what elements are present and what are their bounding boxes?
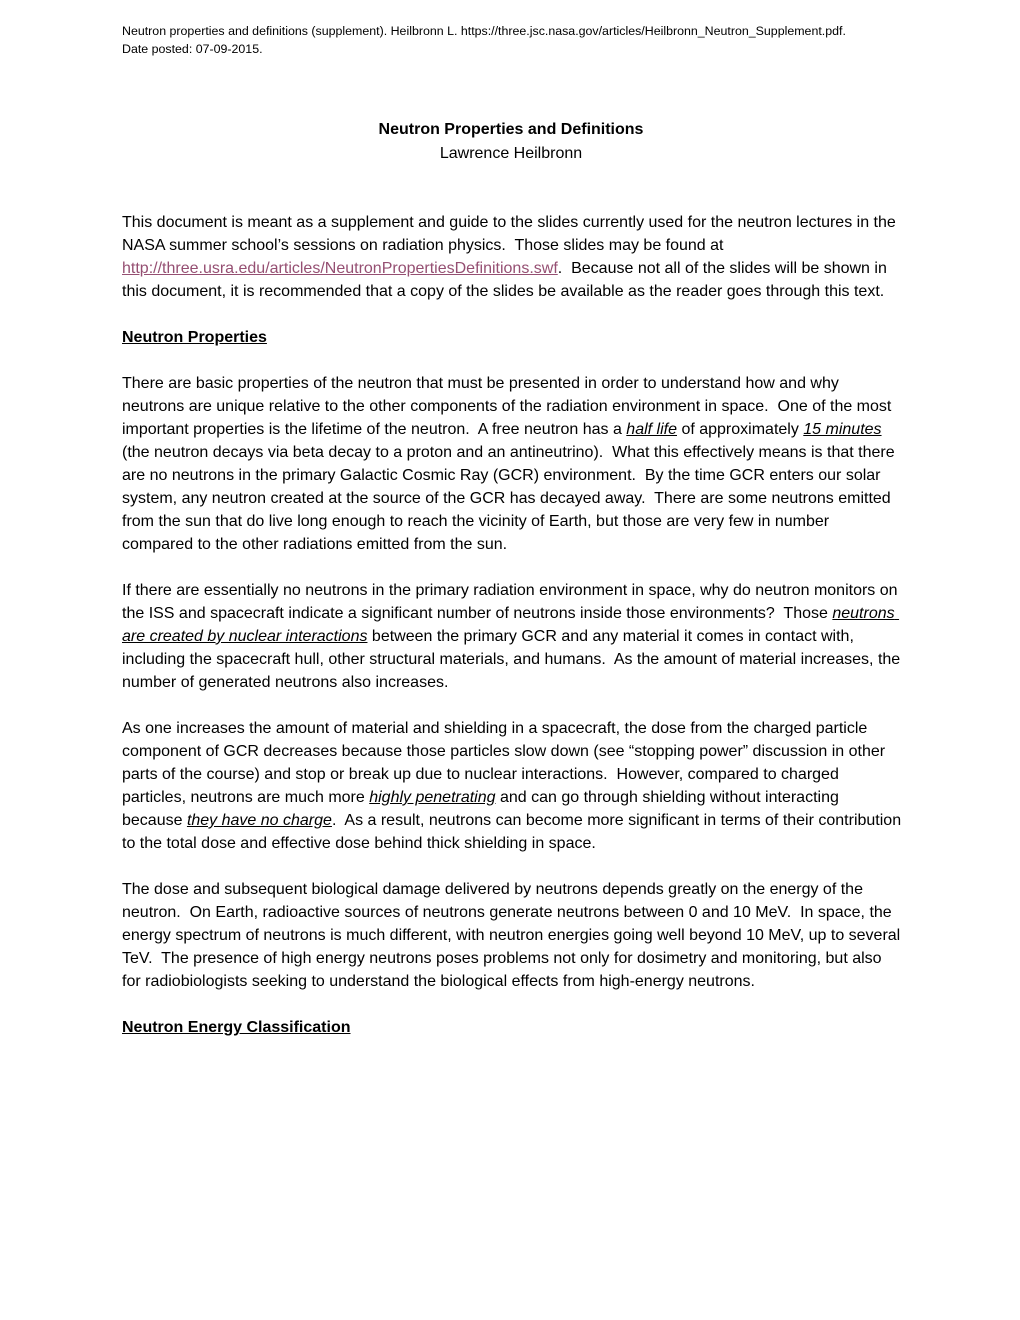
paragraph xyxy=(122,211,902,303)
paragraph xyxy=(122,579,905,694)
emphasized-text: half life xyxy=(626,421,677,438)
text-run: As one increases the amount of material and shielding in a spacecraft, the dose from the charged particle component of GCR decreases because those particles slow down (see “stopping power” discussion in other parts of the course) and stop or break up due to nuclear interactions. However, compared to charged particles, neutrons are much more xyxy=(122,720,890,806)
citation-line-2: Date posted: 07-09-2015. xyxy=(122,42,263,56)
author-name: Lawrence Heilbronn xyxy=(439,145,583,162)
emphasized-text: they have no charge xyxy=(186,812,332,829)
text-run: If there are essentially no neutrons in the primary radiation environment in space, why do neutron monitors on the ISS and spacecraft indicate a significant number of neutrons inside those environments? Those xyxy=(122,582,902,622)
document-body xyxy=(122,211,906,1062)
paragraph xyxy=(122,878,905,993)
citation-header xyxy=(122,22,982,58)
text-run: . As a result, neutrons can become more significant in terms of their contribution to the total dose and effective dose behind thick shielding in space. xyxy=(122,812,906,852)
emphasized-text: neutrons are created by nuclear interactions xyxy=(122,605,900,645)
text-run: This document is meant as a supplement and guide to the slides currently used for the neutron lectures in the NASA summer school’s sessions on radiation physics. Those slides may be found at xyxy=(122,214,901,254)
paragraph xyxy=(122,717,906,855)
citation-line-1: Neutron properties and definitions (supplement). Heilbronn L. https://three.jsc.nasa.gov/articles/Heilbronn_Neutron_Supplement.pdf. xyxy=(122,24,846,38)
paragraph xyxy=(122,372,902,556)
section-heading: Neutron Properties xyxy=(122,329,267,346)
hyperlink[interactable]: http://three.usra.edu/articles/NeutronPropertiesDefinitions.swf xyxy=(122,260,558,277)
title-block xyxy=(122,118,900,166)
text-run: . Because not all of the slides will be shown in this document, it is recommended that a copy of the slides be available as the reader goes through this text. xyxy=(122,260,892,300)
page-title: Neutron Properties and Definitions xyxy=(378,121,644,138)
emphasized-text: 15 minutes xyxy=(803,421,882,438)
emphasized-text: highly penetrating xyxy=(369,789,496,806)
text-run: between the primary GCR and any material it comes in contact with, including the spacecraft hull, other structural materials, and humans. As the amount of material increases, the number of generated neutrons also increases. xyxy=(122,628,905,691)
text-run: of approximately xyxy=(677,421,804,438)
text-run: There are basic properties of the neutron that must be presented in order to understand how and why neutrons are unique relative to the other components of the radiation environment in space. One of the most important properties is the lifetime of the neutron. A free neutron has a xyxy=(122,375,896,438)
text-run: The dose and subsequent biological damage delivered by neutrons depends greatly on the energy of the neutron. On Earth, radioactive sources of neutrons generate neutrons between 0 and 10 MeV. In space, the energy spectrum of neutrons is much different, with neutron energies going well beyond 10 MeV, up to several TeV. The presence of high energy neutrons poses problems not only for dosimetry and monitoring, but also for radiobiologists seeking to understand the biological effects from high-energy neutrons. xyxy=(122,881,905,990)
section-heading: Neutron Energy Classification xyxy=(122,1019,351,1036)
text-run: and can go through shielding without interacting because xyxy=(122,789,844,829)
text-run: (the neutron decays via beta decay to a proton and an antineutrino). What this effectively means is that there are no neutrons in the primary Galactic Cosmic Ray (GCR) environment. By the time GCR enters our solar system, any neutron created at the source of the GCR has decayed away. There are some neutrons emitted from the sun that do live long enough to reach the vicinity of Earth, but those are very few in number compared to the other radiations emitted from the sun. xyxy=(122,421,900,553)
